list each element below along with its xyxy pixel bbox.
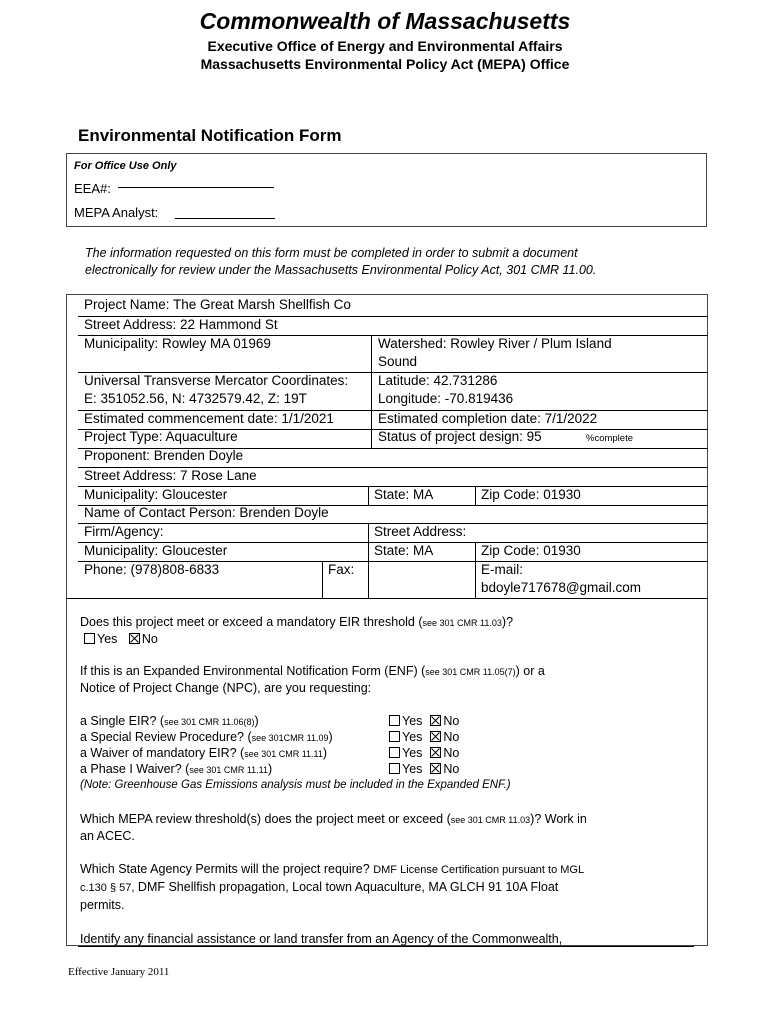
project-latitude[interactable]: Latitude: 42.731286 — [378, 373, 498, 388]
eir-no-checkbox[interactable] — [129, 633, 140, 644]
document-subtitle-office: Executive Office of Energy and Environmental Affairs — [207, 38, 563, 54]
special-review-yes-checkbox[interactable] — [389, 731, 400, 742]
phase-one-no-checkbox[interactable] — [430, 763, 441, 774]
column-divider — [322, 561, 323, 598]
phase-one-waiver-option: a Phase I Waiver? (see 301 CMR 11.11) — [80, 762, 273, 776]
single-eir-no-checkbox[interactable] — [430, 715, 441, 726]
mepa-analyst-label: MEPA Analyst: — [74, 205, 159, 220]
single-eir-answer: Yes No — [389, 714, 459, 728]
permits-question: Which State Agency Permits will the project require? DMF License Certification pursuant to MGL — [80, 862, 585, 876]
document-title: Commonwealth of Massachusetts — [199, 8, 571, 34]
column-divider — [475, 486, 476, 505]
column-divider — [475, 542, 476, 598]
proponent-zip[interactable]: Zip Code: 01930 — [481, 487, 581, 502]
enf-question-line-2: Notice of Project Change (NPC), are you requesting: — [80, 681, 372, 695]
column-divider — [371, 335, 372, 449]
waiver-eir-answer: Yes No — [389, 746, 459, 760]
enf-question-line-1: If this is an Expanded Environmental Notification Form (ENF) (see 301 CMR 11.05(7)) or a — [80, 664, 545, 678]
row-divider — [66, 598, 708, 599]
special-review-no-checkbox[interactable] — [430, 731, 441, 742]
permits-answer-line-2: c.130 § 57, DMF Shellfish propagation, Local town Aquaculture, MA GLCH 91 10A Float — [80, 880, 559, 894]
waiver-eir-no-checkbox[interactable] — [430, 747, 441, 758]
ghg-note: (Note: Greenhouse Gas Emissions analysis must be included in the Expanded ENF.) — [80, 779, 511, 791]
project-type[interactable]: Project Type: Aquaculture — [84, 429, 238, 444]
project-watershed-cont: Sound — [378, 354, 418, 369]
project-street[interactable]: Street Address: 22 Hammond St — [84, 317, 278, 332]
project-name[interactable]: Project Name: The Great Marsh Shellfish Co — [84, 297, 351, 312]
proponent-state[interactable]: State: MA — [374, 487, 434, 502]
financial-assistance-question: Identify any financial assistance or land transfer from an Agency of the Commonwealth, — [80, 932, 563, 946]
percent-complete-label: %complete — [586, 433, 633, 444]
eir-threshold-answer: Yes No — [84, 632, 158, 646]
single-eir-yes-checkbox[interactable] — [389, 715, 400, 726]
eea-number-field[interactable] — [118, 187, 274, 188]
project-design-status[interactable]: Status of project design: 95 — [378, 429, 542, 444]
project-municipality[interactable]: Municipality: Rowley MA 01969 — [84, 336, 271, 351]
contact-zip[interactable]: Zip Code: 01930 — [481, 543, 581, 558]
form-title: Environmental Notification Form — [78, 126, 342, 145]
column-divider — [368, 486, 369, 505]
contact-phone[interactable]: Phone: (978)808-6833 — [84, 562, 220, 577]
email-label: E-mail: — [481, 562, 524, 577]
contact-fax[interactable]: Fax: — [328, 562, 355, 577]
utm-label: Universal Transverse Mercator Coordinates: — [84, 373, 349, 388]
permits-answer-line-3: permits. — [80, 898, 125, 912]
row-divider — [78, 946, 694, 947]
eir-threshold-question: Does this project meet or exceed a mandatory EIR threshold (see 301 CMR 11.03)? — [80, 615, 514, 629]
project-longitude[interactable]: Longitude: -70.819436 — [378, 391, 514, 406]
intro-text-line-2: electronically for review under the Massachusetts Environmental Policy Act, 301 CMR 11.00. — [85, 263, 597, 277]
intro-text-line-1: The information requested on this form must be completed in order to submit a document — [85, 246, 578, 260]
eea-number-label: EEA#: — [74, 181, 111, 196]
firm-agency[interactable]: Firm/Agency: — [84, 524, 164, 539]
contact-state[interactable]: State: MA — [374, 543, 434, 558]
project-watershed[interactable]: Watershed: Rowley River / Plum Island — [378, 336, 612, 351]
threshold-question: Which MEPA review threshold(s) does the project meet or exceed (see 301 CMR 11.03)? Work in — [80, 812, 587, 826]
waiver-eir-option: a Waiver of mandatory EIR? (see 301 CMR 11.11) — [80, 746, 328, 760]
utm-coordinates[interactable]: E: 351052.56, N: 4732579.42, Z: 19T — [84, 391, 307, 406]
waiver-eir-yes-checkbox[interactable] — [389, 747, 400, 758]
phase-one-yes-checkbox[interactable] — [389, 763, 400, 774]
office-use-label: For Office Use Only — [74, 160, 177, 172]
proponent-street[interactable]: Street Address: 7 Rose Lane — [84, 468, 257, 483]
completion-date[interactable]: Estimated completion date: 7/1/2022 — [378, 411, 598, 426]
eir-yes-checkbox[interactable] — [84, 633, 95, 644]
proponent-name[interactable]: Proponent: Brenden Doyle — [84, 448, 244, 463]
special-review-option: a Special Review Procedure? (see 301CMR 11.09) — [80, 730, 333, 744]
mepa-analyst-field[interactable] — [175, 218, 275, 219]
commencement-date[interactable]: Estimated commencement date: 1/1/2021 — [84, 411, 334, 426]
contact-email[interactable]: bdoyle717678@gmail.com — [481, 580, 642, 595]
contact-person[interactable]: Name of Contact Person: Brenden Doyle — [84, 505, 329, 520]
single-eir-option: a Single EIR? (see 301 CMR 11.06(8)) — [80, 714, 259, 728]
contact-municipality[interactable]: Municipality: Gloucester — [84, 543, 228, 558]
document-subtitle-mepa: Massachusetts Environmental Policy Act (MEPA) Office — [200, 56, 570, 72]
footer-effective-date: Effective January 2011 — [68, 966, 170, 978]
proponent-municipality[interactable]: Municipality: Gloucester — [84, 487, 228, 502]
firm-street[interactable]: Street Address: — [374, 524, 467, 539]
special-review-answer: Yes No — [389, 730, 459, 744]
phase-one-waiver-answer: Yes No — [389, 762, 459, 776]
threshold-answer: an ACEC. — [80, 829, 135, 843]
